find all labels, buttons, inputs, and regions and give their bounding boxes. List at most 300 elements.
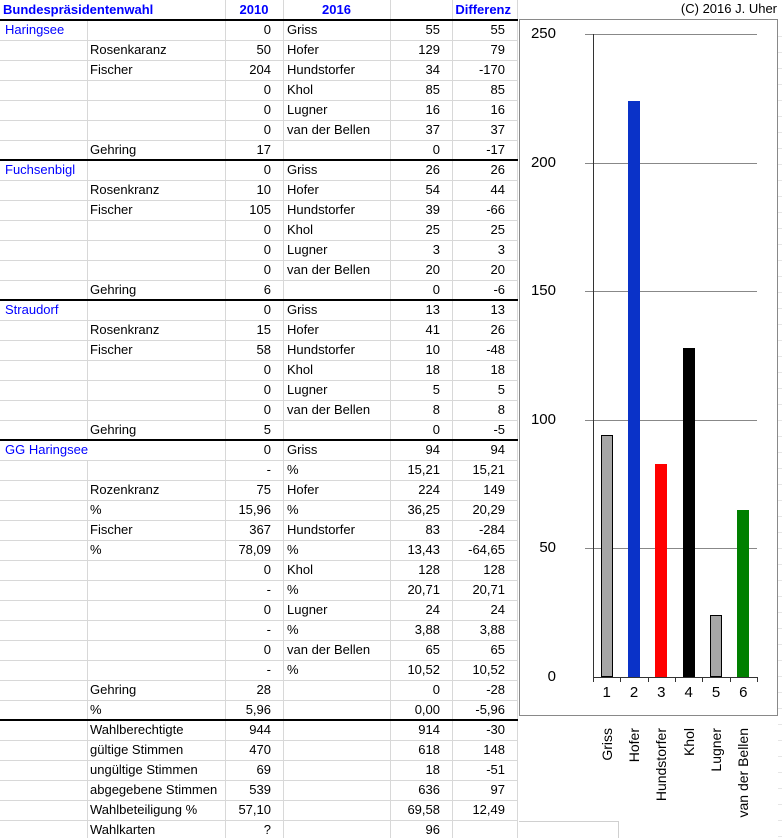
cell-candidate[interactable]: van der Bellen (287, 122, 371, 137)
cell-differenz[interactable]: 148 (483, 742, 505, 757)
category-label-van-der-bellen: van der Bellen (735, 728, 752, 818)
right-sliver-gridline (778, 788, 782, 789)
cell-differenz[interactable]: -5 (493, 422, 505, 437)
cell-label[interactable]: Rosenkaranz (90, 42, 167, 57)
cell-2016[interactable]: 128 (418, 562, 440, 577)
right-sliver-gridline (778, 100, 782, 101)
cell-2010[interactable]: 5,96 (245, 702, 271, 717)
cell-candidate[interactable]: Khol (287, 562, 314, 577)
cell-2016[interactable]: 0,00 (414, 702, 440, 717)
cell-2010[interactable]: 15,96 (238, 502, 271, 517)
right-sliver-gridline (778, 68, 782, 69)
cell-differenz[interactable]: -51 (486, 762, 505, 777)
cell-differenz[interactable]: 25 (490, 222, 505, 237)
right-sliver-gridline (778, 628, 782, 629)
cell-2016[interactable]: 0 (432, 282, 440, 297)
cell-2016[interactable]: 65 (425, 642, 440, 657)
column-header-2016[interactable]: 2016 (322, 2, 351, 17)
table-row (0, 380, 517, 400)
cell-candidate[interactable]: % (287, 582, 299, 597)
right-sliver-gridline (778, 228, 782, 229)
cell-2016[interactable]: 0 (432, 422, 440, 437)
x-axis-tick (730, 677, 731, 682)
cell-differenz[interactable]: 97 (490, 782, 505, 797)
cell-2016[interactable]: 13,43 (407, 542, 440, 557)
cell-2016[interactable]: 15,21 (407, 462, 440, 477)
right-sliver-gridline (778, 804, 782, 805)
right-sliver-gridline (778, 468, 782, 469)
right-sliver-gridline (778, 756, 782, 757)
cell-differenz[interactable]: 65 (490, 642, 505, 657)
cell-differenz[interactable]: -64,65 (468, 542, 505, 557)
cell-2010[interactable]: 78,09 (238, 542, 271, 557)
cell-candidate[interactable]: Griss (287, 22, 318, 37)
cell-differenz[interactable]: 8 (497, 402, 505, 417)
cell-2010[interactable]: 6 (263, 282, 271, 297)
cell-label[interactable]: gültige Stimmen (90, 742, 184, 757)
cell-differenz[interactable]: 20,71 (472, 582, 505, 597)
cell-differenz[interactable]: 16 (490, 102, 505, 117)
cell-candidate[interactable]: % (287, 622, 299, 637)
cell-2010[interactable]: 0 (263, 162, 271, 177)
table-row (0, 240, 517, 260)
table-row (0, 480, 517, 500)
cell-2010[interactable]: 944 (249, 722, 271, 737)
table-row (0, 20, 517, 40)
cell-differenz[interactable]: 5 (497, 382, 505, 397)
cell-candidate[interactable]: Griss (287, 162, 318, 177)
right-sliver-gridline (778, 292, 782, 293)
cell-place[interactable]: Fuchsenbigl (2, 160, 78, 180)
cell-2016[interactable]: 37 (425, 122, 440, 137)
cell-2010[interactable]: 204 (249, 62, 271, 77)
cell-2016[interactable]: 224 (418, 482, 440, 497)
table-row (0, 680, 517, 700)
y-axis-tick-label: 100 (530, 410, 556, 428)
table-row (0, 120, 517, 140)
cell-2010[interactable]: 0 (263, 222, 271, 237)
right-sliver-gridline (778, 52, 782, 53)
cell-2016[interactable]: 636 (418, 782, 440, 797)
cell-place[interactable]: GG Haringsee (2, 440, 91, 460)
cell-candidate[interactable]: % (287, 502, 299, 517)
cell-2010[interactable]: 75 (256, 482, 271, 497)
cell-differenz[interactable]: 13 (490, 302, 505, 317)
column-header-differenz[interactable]: Differenz (455, 2, 511, 17)
table-row (0, 800, 517, 820)
right-sliver-gridline (778, 132, 782, 133)
y-axis-tick-label: 200 (530, 153, 556, 171)
cell-label[interactable]: abgegebene Stimmen (90, 782, 218, 797)
cell-2010[interactable]: 0 (263, 22, 271, 37)
cell-differenz[interactable]: 20,29 (472, 502, 505, 517)
right-sliver-gridline (778, 500, 782, 501)
right-sliver-gridline (778, 356, 782, 357)
column-header-2010[interactable]: 2010 (239, 2, 269, 17)
cell-differenz[interactable]: -6 (493, 282, 505, 297)
cell-2010[interactable]: 17 (256, 142, 271, 157)
table-row (0, 440, 517, 460)
cell-2010[interactable]: 10 (256, 182, 271, 197)
cell-2010[interactable]: 470 (249, 742, 271, 757)
cell-candidate[interactable]: Griss (287, 442, 318, 457)
cell-2016[interactable]: 5 (432, 382, 440, 397)
cell-label[interactable]: % (90, 702, 102, 717)
cell-label[interactable]: Wahlbeteiligung % (90, 802, 198, 817)
cell-differenz[interactable]: 18 (490, 362, 505, 377)
cell-differenz[interactable]: 44 (490, 182, 505, 197)
cell-candidate[interactable]: van der Bellen (287, 402, 371, 417)
cell-2010[interactable]: 367 (249, 522, 271, 537)
right-sliver-gridline (778, 484, 782, 485)
cell-2010[interactable]: 0 (263, 362, 271, 377)
right-sliver-gridline (778, 740, 782, 741)
right-sliver-gridline (778, 676, 782, 677)
cell-candidate[interactable]: Khol (287, 82, 314, 97)
cell-2016[interactable]: 18 (425, 362, 440, 377)
table-row (0, 700, 517, 720)
cell-2010[interactable]: ? (263, 822, 271, 837)
cell-label[interactable]: Wahlkarten (90, 822, 156, 837)
cell-place[interactable]: Haringsee (2, 20, 67, 40)
right-sliver-gridline (778, 148, 782, 149)
cell-differenz[interactable]: 94 (490, 442, 505, 457)
cell-2010[interactable]: 539 (249, 782, 271, 797)
cell-label[interactable]: ungültige Stimmen (90, 762, 198, 777)
cell-place[interactable]: Straudorf (2, 300, 61, 320)
right-sliver-gridline (778, 564, 782, 565)
table-row (0, 660, 517, 680)
cell-2016[interactable]: 0 (432, 142, 440, 157)
cell-2010[interactable]: - (266, 662, 271, 677)
x-axis-tick (593, 677, 594, 682)
cell-2016[interactable]: 55 (425, 22, 440, 37)
cell-differenz[interactable]: 10,52 (472, 662, 505, 677)
right-sliver-gridline (778, 420, 782, 421)
cell-2010[interactable]: 0 (263, 102, 271, 117)
right-sliver-gridline (778, 724, 782, 725)
cell-label[interactable]: Fischer (90, 202, 133, 217)
bar-van-der-bellen[interactable] (737, 510, 749, 677)
cell-differenz[interactable]: -66 (486, 202, 505, 217)
bar-khol[interactable] (683, 348, 695, 677)
right-sliver-gridline (778, 836, 782, 837)
right-sliver-gridline (778, 244, 782, 245)
right-sliver-gridline (778, 436, 782, 437)
cell-candidate[interactable]: % (287, 462, 299, 477)
cell-label[interactable]: % (90, 542, 102, 557)
right-sliver-gridline (778, 324, 782, 325)
cell-candidate[interactable]: Hundstorfer (287, 62, 355, 77)
y-axis-tick-label: 50 (539, 539, 556, 557)
cell-2016[interactable]: 8 (432, 402, 440, 417)
x-axis-tick-label: 6 (739, 684, 748, 701)
table-row (0, 620, 517, 640)
right-sliver-gridline (778, 196, 782, 197)
cell-candidate[interactable]: Hofer (287, 182, 319, 197)
right-sliver-gridline (778, 260, 782, 261)
cell-2016[interactable]: 13 (425, 302, 440, 317)
category-label-hofer: Hofer (626, 728, 642, 763)
cell-2010[interactable]: 5 (263, 422, 271, 437)
bar-griss[interactable] (601, 435, 613, 677)
cell-differenz[interactable]: 26 (490, 322, 505, 337)
cell-label[interactable]: % (90, 502, 102, 517)
cell-2016[interactable]: 914 (418, 722, 440, 737)
cell-2016[interactable]: 26 (425, 162, 440, 177)
cell-2016[interactable]: 85 (425, 82, 440, 97)
cell-candidate[interactable]: Hofer (287, 482, 319, 497)
cell-2016[interactable]: 96 (425, 822, 440, 837)
table-row (0, 720, 517, 740)
gridline-fragment-v (618, 821, 619, 838)
category-label-lugner: Lugner (708, 728, 724, 772)
cell-differenz[interactable]: 149 (483, 482, 505, 497)
table-row (0, 320, 517, 340)
cell-label[interactable]: Gehring (90, 422, 137, 437)
cell-2010[interactable]: 0 (263, 642, 271, 657)
chart-gridline (585, 163, 757, 164)
table-row (0, 300, 517, 320)
bar-hofer[interactable] (628, 101, 640, 677)
cell-2016[interactable]: 39 (425, 202, 440, 217)
cell-differenz[interactable]: 3,88 (479, 622, 505, 637)
cell-2010[interactable]: 0 (263, 562, 271, 577)
cell-differenz[interactable]: -170 (478, 62, 505, 77)
cell-candidate[interactable]: Hofer (287, 322, 319, 337)
cell-2016[interactable]: 54 (425, 182, 440, 197)
cell-differenz[interactable]: -30 (486, 722, 505, 737)
right-sliver-gridline (778, 820, 782, 821)
table-row (0, 40, 517, 60)
cell-2016[interactable]: 0 (432, 682, 440, 697)
block-separator (0, 159, 518, 161)
table-row (0, 180, 517, 200)
cell-differenz[interactable]: 12,49 (472, 802, 505, 817)
cell-label[interactable]: Wahlberechtigte (90, 722, 184, 737)
cell-candidate[interactable]: Hundstorfer (287, 522, 355, 537)
cell-label[interactable]: Fischer (90, 522, 133, 537)
cell-2016[interactable]: 69,58 (407, 802, 440, 817)
cell-differenz[interactable]: -5,96 (475, 702, 505, 717)
right-sliver-gridline (778, 212, 782, 213)
cell-2010[interactable]: 0 (263, 382, 271, 397)
table-row (0, 420, 517, 440)
cell-differenz[interactable]: 24 (490, 602, 505, 617)
table-row (0, 140, 517, 160)
right-sliver-gridline (778, 580, 782, 581)
cell-2016[interactable]: 83 (425, 522, 440, 537)
cell-2016[interactable]: 3 (432, 242, 440, 257)
block-separator (0, 19, 518, 21)
cell-differenz[interactable]: 15,21 (472, 462, 505, 477)
cell-2016[interactable]: 41 (425, 322, 440, 337)
cell-2010[interactable]: 50 (256, 42, 271, 57)
cell-2010[interactable]: 69 (256, 762, 271, 777)
cell-2010[interactable]: - (266, 462, 271, 477)
right-sliver-gridline (778, 180, 782, 181)
cell-2010[interactable]: 0 (263, 262, 271, 277)
cell-2016[interactable]: 20 (425, 262, 440, 277)
cell-2010[interactable]: 0 (263, 602, 271, 617)
cell-2016[interactable]: 25 (425, 222, 440, 237)
cell-differenz[interactable]: 37 (490, 122, 505, 137)
cell-label[interactable]: Rosenkranz (90, 322, 160, 337)
table-row (0, 760, 517, 780)
table-title[interactable]: Bundespräsidentenwahl (2, 0, 157, 20)
cell-differenz[interactable]: 79 (490, 42, 505, 57)
cell-label[interactable]: Gehring (90, 682, 137, 697)
table-row (0, 60, 517, 80)
cell-candidate[interactable]: Lugner (287, 242, 328, 257)
category-label-griss: Griss (598, 728, 615, 761)
cell-differenz[interactable]: 20 (490, 262, 505, 277)
cell-2010[interactable]: 0 (263, 302, 271, 317)
block-separator (0, 719, 518, 721)
x-axis-tick-label: 1 (602, 684, 611, 701)
bar-hundstorfer[interactable] (655, 464, 667, 677)
y-axis-tick-label: 250 (530, 25, 556, 42)
cell-candidate[interactable]: Hundstorfer (287, 202, 355, 217)
cell-label[interactable]: Rosenkranz (90, 182, 160, 197)
block-separator (0, 439, 518, 441)
right-sliver-gridline (778, 84, 782, 85)
cell-2016[interactable]: 129 (418, 42, 440, 57)
cell-label[interactable]: Rozenkranz (90, 482, 160, 497)
x-axis-tick-label: 3 (657, 684, 666, 701)
category-label-hundstorfer: Hundstorfer (653, 728, 670, 802)
cell-2016[interactable]: 34 (425, 62, 440, 77)
cell-2010[interactable]: 105 (249, 202, 271, 217)
cell-2016[interactable]: 10,52 (407, 662, 440, 677)
table-row (0, 740, 517, 760)
table-row (0, 100, 517, 120)
right-sliver-gridline (778, 164, 782, 165)
right-sliver-gridline (778, 388, 782, 389)
cell-2010[interactable]: 15 (256, 322, 271, 337)
cell-2016[interactable]: 36,25 (407, 502, 440, 517)
cell-candidate[interactable]: Lugner (287, 102, 328, 117)
table-row (0, 340, 517, 360)
right-sliver-gridline (778, 708, 782, 709)
y-axis-tick-label: 0 (547, 668, 556, 685)
table-row (0, 220, 517, 240)
cell-differenz[interactable]: 3 (497, 242, 505, 257)
cell-2016[interactable]: 10 (425, 342, 440, 357)
table-row (0, 520, 517, 540)
cell-2010[interactable]: - (266, 582, 271, 597)
cell-label[interactable]: Gehring (90, 142, 137, 157)
bar-lugner[interactable] (710, 615, 722, 677)
cell-2016[interactable]: 18 (425, 762, 440, 777)
x-axis-tick (648, 677, 649, 682)
x-axis-tick (702, 677, 703, 682)
cell-label[interactable]: Fischer (90, 342, 133, 357)
cell-differenz[interactable]: -28 (486, 682, 505, 697)
cell-differenz[interactable]: 55 (490, 22, 505, 37)
table-row (0, 460, 517, 480)
cell-differenz[interactable]: 26 (490, 162, 505, 177)
cell-candidate[interactable]: Lugner (287, 602, 328, 617)
right-sliver-gridline (778, 692, 782, 693)
block-separator (0, 299, 518, 301)
right-sliver-gridline (778, 596, 782, 597)
cell-2016[interactable]: 16 (425, 102, 440, 117)
table-row (0, 260, 517, 280)
cell-candidate[interactable]: van der Bellen (287, 262, 371, 277)
cell-2010[interactable]: 0 (263, 82, 271, 97)
table-row (0, 500, 517, 520)
right-sliver-gridline (778, 36, 782, 37)
cell-differenz[interactable]: -17 (486, 142, 505, 157)
cell-2010[interactable]: 0 (263, 122, 271, 137)
cell-candidate[interactable]: Khol (287, 222, 314, 237)
cell-label[interactable]: Fischer (90, 62, 133, 77)
x-axis-tick (620, 677, 621, 682)
cell-label[interactable]: Gehring (90, 282, 137, 297)
y-axis-line (593, 34, 594, 677)
cell-candidate[interactable]: Hundstorfer (287, 342, 355, 357)
table-header-row (0, 0, 517, 20)
right-sliver-gridline (778, 276, 782, 277)
cell-candidate[interactable]: % (287, 542, 299, 557)
cell-2016[interactable]: 94 (425, 442, 440, 457)
right-sliver-gridline (778, 612, 782, 613)
right-sliver-gridline (778, 308, 782, 309)
right-sliver-gridline (778, 340, 782, 341)
cell-differenz[interactable]: 85 (490, 82, 505, 97)
cell-2010[interactable]: 58 (256, 342, 271, 357)
cell-candidate[interactable]: % (287, 662, 299, 677)
table-row (0, 540, 517, 560)
cell-2010[interactable]: 0 (263, 442, 271, 457)
cell-candidate[interactable]: Lugner (287, 382, 328, 397)
right-sliver-gridline (778, 404, 782, 405)
cell-2016[interactable]: 3,88 (414, 622, 440, 637)
chart-gridline (585, 291, 757, 292)
right-sliver-gridline (778, 660, 782, 661)
cell-differenz[interactable]: -284 (478, 522, 505, 537)
table-row (0, 820, 517, 838)
category-label-khol: Khol (680, 728, 697, 757)
x-axis-tick (675, 677, 676, 682)
cell-candidate[interactable]: van der Bellen (287, 642, 371, 657)
x-axis-tick-label: 2 (629, 684, 639, 701)
table-row (0, 580, 517, 600)
cell-2016[interactable]: 24 (425, 602, 440, 617)
right-sliver-gridline (778, 772, 782, 773)
x-axis-tick (757, 677, 758, 682)
bar-chart[interactable] (519, 19, 778, 716)
cell-differenz[interactable]: 128 (483, 562, 505, 577)
cell-candidate[interactable]: Hofer (287, 42, 319, 57)
table-row (0, 360, 517, 380)
cell-candidate[interactable]: Khol (287, 362, 314, 377)
cell-2016[interactable]: 618 (418, 742, 440, 757)
cell-2010[interactable]: 0 (263, 402, 271, 417)
cell-differenz[interactable]: -48 (486, 342, 505, 357)
chart-gridline (585, 34, 757, 35)
table-row (0, 640, 517, 660)
table-row (0, 560, 517, 580)
cell-2010[interactable]: 0 (263, 242, 271, 257)
cell-2010[interactable]: 28 (256, 682, 271, 697)
right-sliver-gridline (778, 532, 782, 533)
cell-candidate[interactable]: Griss (287, 302, 318, 317)
cell-2016[interactable]: 20,71 (407, 582, 440, 597)
cell-2010[interactable]: 57,10 (238, 802, 271, 817)
cell-2010[interactable]: - (266, 622, 271, 637)
